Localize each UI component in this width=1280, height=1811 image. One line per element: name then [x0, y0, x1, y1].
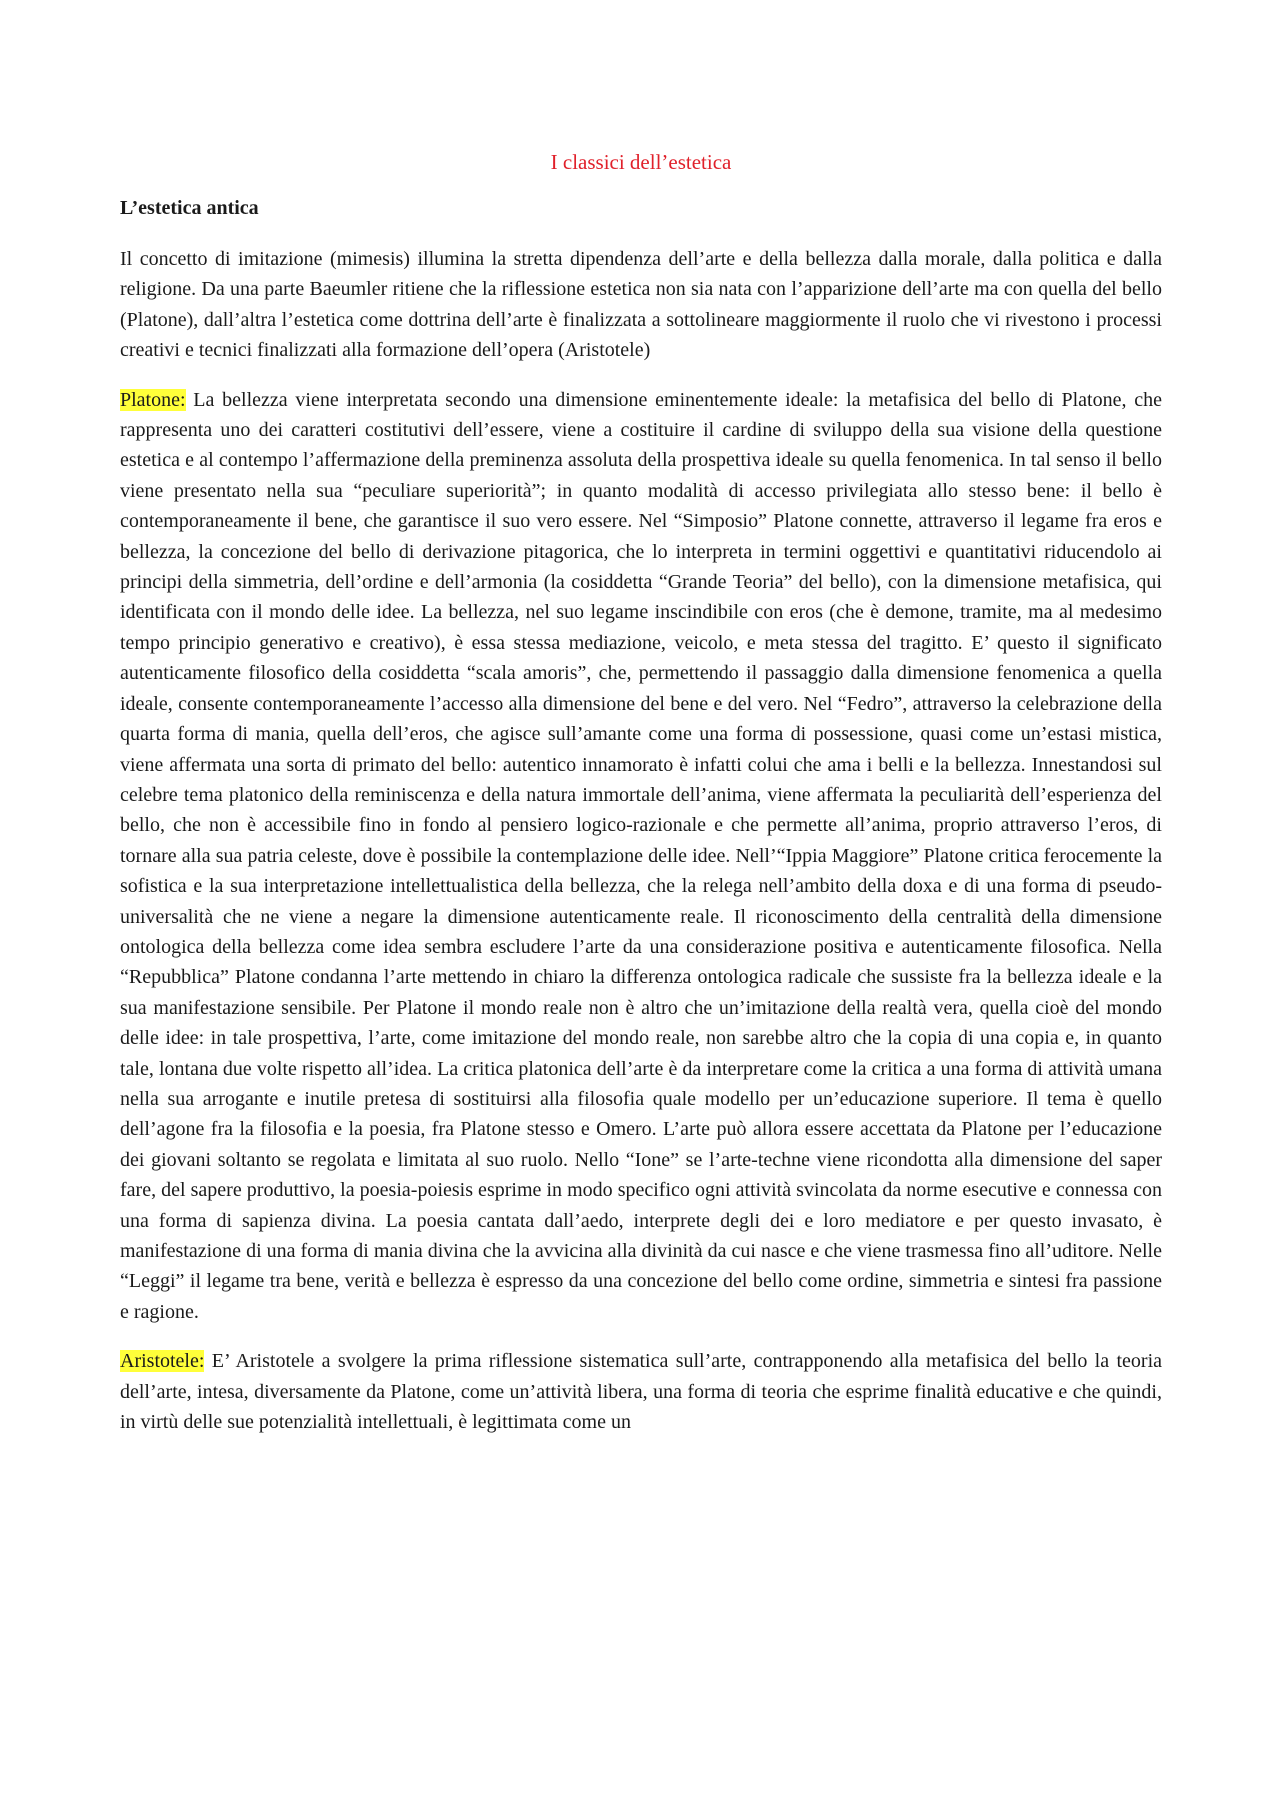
section-heading: L’estetica antica [120, 197, 259, 219]
aristotele-text: E’ Aristotele a svolgere la prima riflessione sistematica sull’arte, contrapponendo alla metafisica del bello la teoria dell’arte, intesa, diversamente da Platone, come un’attività libera, una forma di teoria che esprime finalità educative e che quindi, in virtù delle sue potenzialità intellettuali, è legittimata come un [120, 1350, 1162, 1434]
aristotele-paragraph [120, 1346, 1162, 1437]
document-content [120, 150, 1162, 1456]
document-title: I classici dell’estetica [550, 150, 732, 174]
platone-text: La bellezza viene interpretata secondo una dimensione eminentemente ideale: la metafisica del bello di Platone, che rappresenta uno dei caratteri costitutivi dell’essere, viene a costituire il cardine di sviluppo della sua visione della questione estetica e al contempo l’affermazione della preminenza assoluta della prospettiva ideale su quella fenomenica. In tal senso il bello viene presentato nella sua “peculiare superiorità”; in quanto modalità di accesso privilegiata allo stesso bene: il bello è contemporaneamente il bene, che garantisce il suo vero essere. Nel “Simposio” Platone connette, attraverso il legame fra eros e bellezza, la concezione del bello di derivazione pitagorica, che lo interpreta in termini oggettivi e quantitativi riducendolo ai principi della simmetria, dell’ordine e dell’armonia (la cosiddetta “Grande Teoria” del bello), con la dimensione metafisica, qui identificata con il mondo delle idee. La bellezza, nel suo legame inscindibile con eros (che è demone, tramite, ma al medesimo tempo principio generativo e creativo), è essa stessa mediazione, veicolo, e meta stessa del tragitto. E’ questo il significato autenticamente filosofico della cosiddetta “scala amoris”, che, permettendo il passaggio dalla dimensione fenomenica a quella ideale, consente contemporaneamente l’accesso alla dimensione del bene e del vero. Nel “Fedro”, attraverso la celebrazione della quarta forma di mania, quella dell’eros, che agisce sull’amante come una forma di possessione, quasi come un’estasi mistica, viene affermata una sorta di primato del bello: autentico innamorato è infatti colui che ama i belli e la bellezza. Innestandosi sul celebre tema platonico della reminiscenza e della natura immortale dell’anima, viene affermata la peculiarità dell’esperienza del bello, che non è accessibile fino in fondo al pensiero logico-razionale e che permette all’anima, proprio attraverso l’eros, di tornare alla sua patria celeste, dove è possibile la contemplazione delle idee. Nell’“Ippia Maggiore” Platone critica ferocemente la sofistica e la sua interpretazione intellettualistica della bellezza, che la relega nell’ambito della doxa e di una forma di pseudo-universalità che ne viene a negare la dimensione autenticamente reale. Il riconoscimento della centralità della dimensione ontologica della bellezza come idea sembra escludere l’arte da una considerazione positiva e autenticamente filosofica. Nella “Repubblica” Platone condanna l’arte mettendo in chiaro la differenza ontologica radicale che sussiste fra la bellezza ideale e la sua manifestazione sensibile. Per Platone il mondo reale non è altro che un’imitazione della realtà vera, quella cioè del mondo delle idee: in tale prospettiva, l’arte, come imitazione del mondo reale, non sarebbe altro che la copia di una copia e, in quanto tale, lontana due volte rispetto all’idea. La critica platonica dell’arte è da interpretare come la critica a una forma di attività umana nella sua arrogante e inutile pretesa di sostituirsi alla filosofia quale modello per un’educazione superiore. Il tema è quello dell’agone fra la filosofia e la poesia, fra Platone stesso e Omero. L’arte può allora essere accettata da Platone per l’educazione dei giovani soltanto se regolata e limitata al suo ruolo. Nello “Ione” se l’arte-techne viene ricondotta alla dimensione del saper fare, del sapere produttivo, la poesia-poiesis esprime in modo specifico ogni attività svincolata da norme esecutive e connessa con una forma di sapienza divina. La poesia cantata dall’aedo, interprete degli dei e loro mediatore e per questo invasato, è manifestazione di una forma di mania divina che la avvicina alla divinità da cui nasce e che viene trasmessa fino all’uditore. Nelle “Leggi” il legame tra bene, verità e bellezza è espresso da una concezione del bello come ordine, simmetria e sintesi fra passione e ragione. [120, 388, 1162, 1323]
platone-paragraph [120, 385, 1162, 1328]
intro-paragraph: Il concetto di imitazione (mimesis) illumina la stretta dipendenza dell’arte e della bellezza dalla morale, dalla politica e dalla religione. Da una parte Baeumler ritiene che la riflessione estetica non sia nata con l’apparizione dell’arte ma con quella del bello (Platone), dall’altra l’estetica come dottrina dell’arte è finalizzata a sottolineare maggiormente il ruolo che vi rivestono i processi creativi e tecnici finalizzati alla formazione dell’opera (Aristotele) [120, 248, 1162, 362]
aristotele-highlight-label: Aristotele: [120, 1350, 205, 1373]
platone-highlight-label: Platone: [120, 388, 186, 411]
